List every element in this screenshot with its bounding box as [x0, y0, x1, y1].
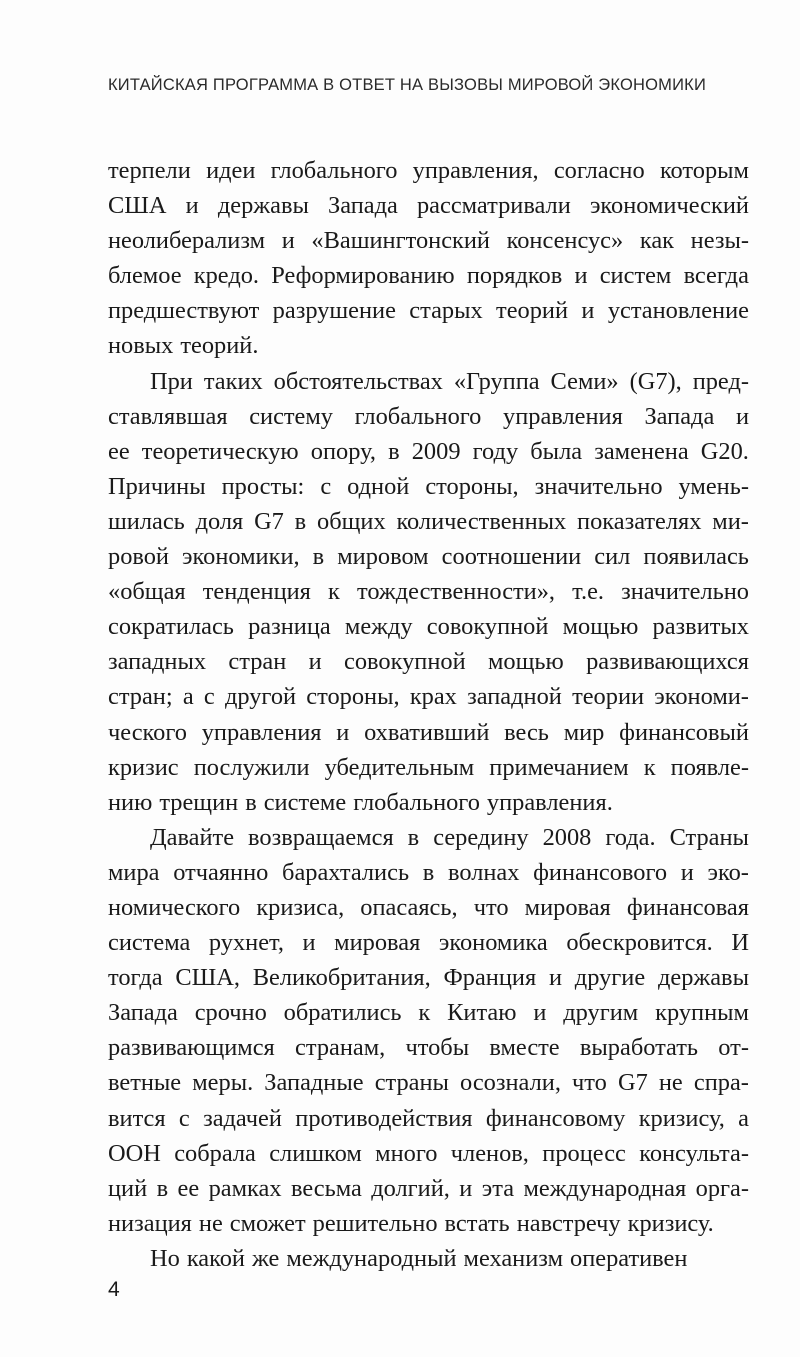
text-line: нию трещин в системе глобального управления. — [108, 788, 613, 816]
text-line: «общая тенденция к тождественности», т.е. значительно — [108, 578, 749, 606]
page-number: 4 — [108, 1278, 120, 1301]
text-line: блемое кредо. Реформированию порядков и систем всегда — [108, 262, 749, 290]
paragraph — [108, 153, 749, 364]
text-line: ее теоретическую опору, в 2009 году была заменена G20. — [108, 437, 749, 465]
text-line: вится с задачей противодействия финансовому кризису, а — [108, 1104, 749, 1132]
text-line: низация не сможет решительно встать навстречу кризису. — [108, 1209, 714, 1237]
text-line: шилась доля G7 в общих количественных показателях ми- — [108, 507, 749, 535]
body-text — [108, 153, 749, 1276]
paragraph — [108, 1241, 749, 1276]
text-line: сократилась разница между совокупной мощью развитых — [108, 613, 749, 641]
text-line: Но какой же международный механизм оперативен — [150, 1244, 688, 1272]
text-line: ровой экономики, в мировом соотношении сил появилась — [108, 543, 749, 571]
text-line: Запада срочно обратились к Китаю и другим крупным — [108, 999, 749, 1027]
text-line: система рухнет, и мировая экономика обескровится. И — [108, 929, 749, 957]
text-line: ставлявшая систему глобального управления Запада и — [108, 402, 749, 430]
text-line: неолиберализм и «Вашингтонский консенсус» как незы- — [108, 227, 749, 255]
text-line: номического кризиса, опасаясь, что мировая финансовая — [108, 893, 749, 921]
text-line: ций в ее рамках весьма долгий, и эта международная орга- — [108, 1174, 749, 1202]
text-line: мира отчаянно барахтались в волнах финансового и эко- — [108, 858, 749, 886]
text-line: ческого управления и охвативший весь мир финансовый — [108, 718, 749, 746]
running-header: КИТАЙСКАЯ ПРОГРАММА В ОТВЕТ НА ВЫЗОВЫ МИРОВОЙ ЭКОНОМИКИ — [108, 76, 707, 94]
text-line: развивающимся странам, чтобы вместе выработать от- — [108, 1034, 749, 1062]
text-line: Давайте возвращаемся в середину 2008 года. Страны — [150, 823, 749, 851]
text-line: кризис послужили убедительным примечанием к появле- — [108, 753, 749, 781]
paragraph — [108, 820, 749, 1241]
text-line: новых теорий. — [108, 332, 259, 360]
text-line: США и державы Запада рассматривали экономический — [108, 192, 749, 220]
text-line: тогда США, Великобритания, Франция и другие державы — [108, 964, 749, 992]
paragraph — [108, 364, 749, 820]
text-line: терпели идеи глобального управления, согласно которым — [108, 157, 749, 184]
text-line: западных стран и совокупной мощью развивающихся — [108, 648, 749, 676]
text-line: ветные меры. Западные страны осознали, что G7 не спра- — [108, 1069, 749, 1097]
text-line: предшествуют разрушение старых теорий и установление — [108, 297, 749, 325]
text-line: ООН собрала слишком много членов, процесс консульта- — [108, 1139, 749, 1167]
text-line: стран; а с другой стороны, крах западной теории экономи- — [108, 683, 749, 711]
text-line: При таких обстоятельствах «Группа Семи» (G7), пред- — [150, 367, 749, 395]
text-line: Причины просты: с одной стороны, значительно умень- — [108, 472, 749, 500]
